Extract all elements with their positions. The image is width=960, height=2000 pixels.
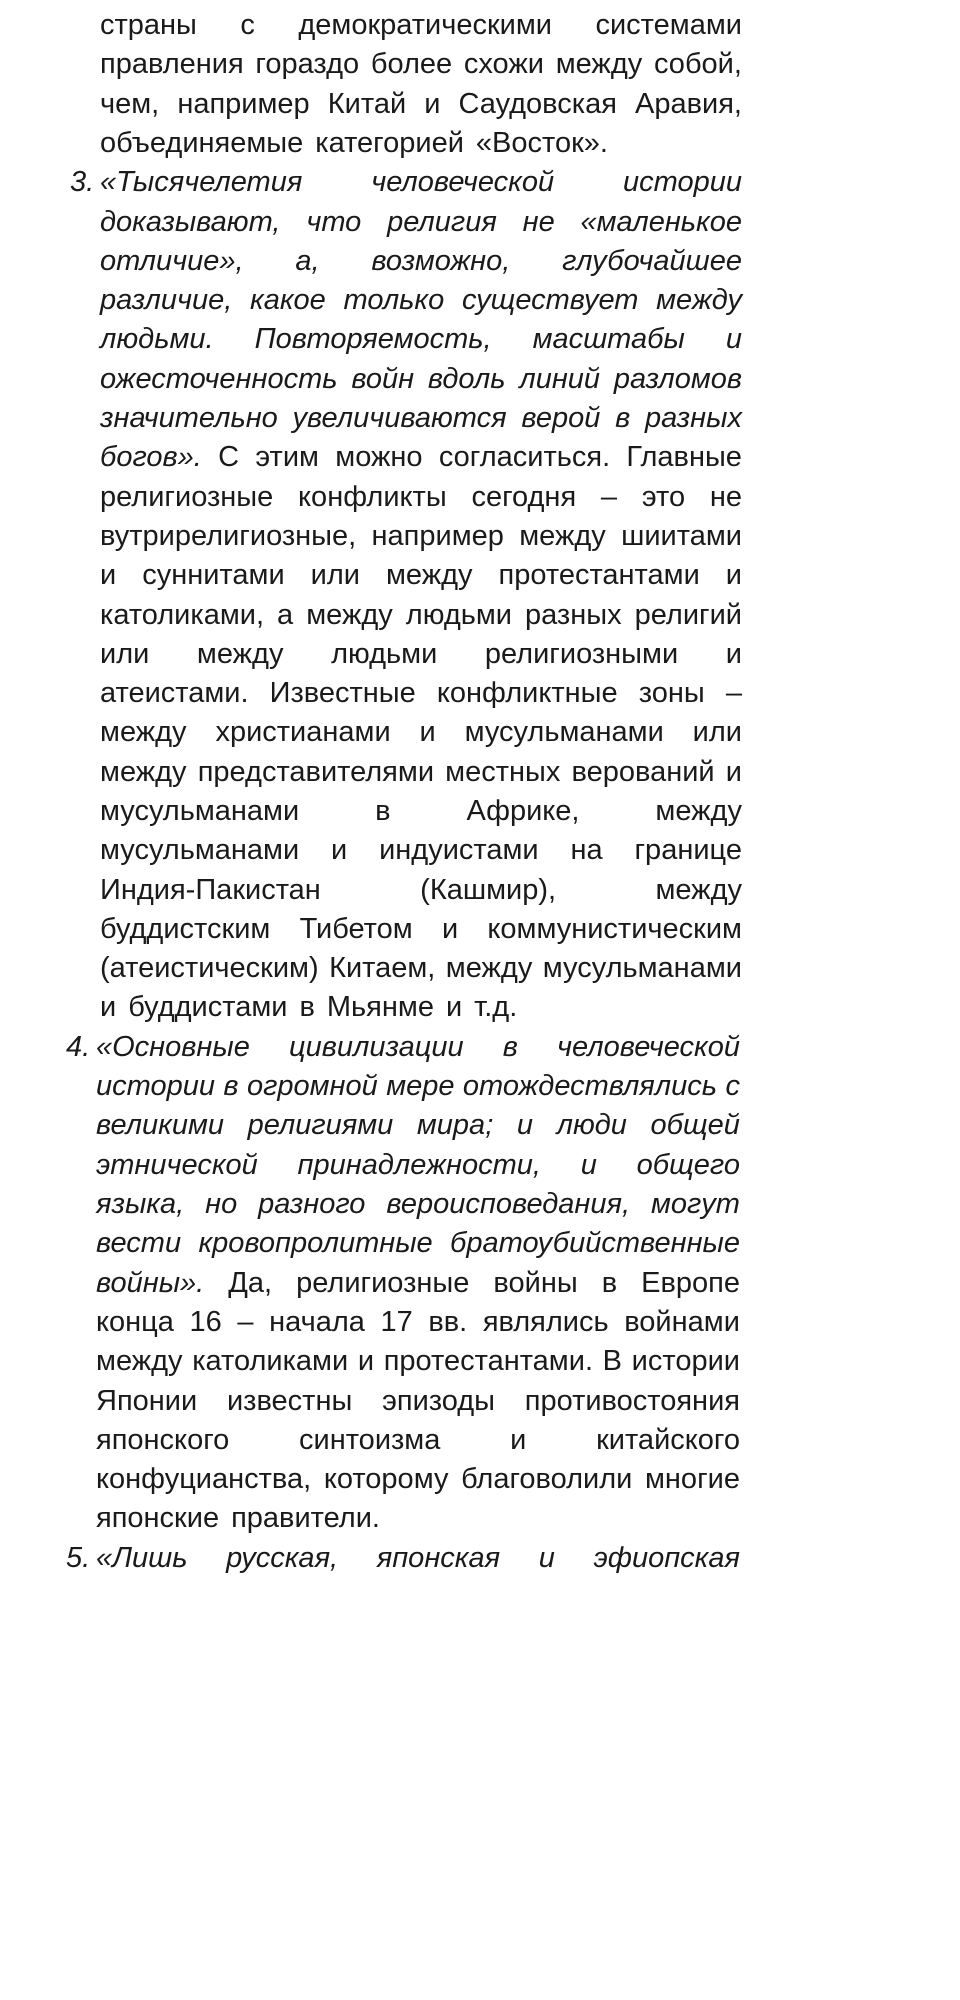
text-word: системами xyxy=(595,9,742,41)
text-word: общего xyxy=(636,1149,740,1181)
text-word: или xyxy=(310,559,360,591)
text-word: и xyxy=(100,991,117,1023)
text-word: сегодня xyxy=(471,481,577,513)
text-word: верований xyxy=(571,756,715,788)
text-word: и xyxy=(445,991,463,1023)
text-word: конфликтные xyxy=(436,677,618,709)
text-word: увеличиваются xyxy=(292,402,507,434)
text-word: Главные xyxy=(626,441,742,473)
text-word: верой xyxy=(521,402,601,434)
text-word: между xyxy=(655,874,742,906)
text-word: коммунистическим xyxy=(487,913,742,945)
text-word: японская xyxy=(376,1542,501,1574)
text-word: вутрирелигиозные, xyxy=(100,520,357,552)
text-word: на xyxy=(570,834,603,866)
text-word: этнической xyxy=(96,1149,258,1181)
text-word: конфликты xyxy=(298,481,447,513)
text-line xyxy=(96,1146,740,1185)
text-word: Саудовская xyxy=(458,88,617,120)
list-number: 5. xyxy=(66,1542,91,1574)
text-line xyxy=(96,1539,740,1578)
text-word: местных xyxy=(445,756,561,788)
text-line xyxy=(96,1264,740,1303)
text-word: японского xyxy=(96,1424,230,1456)
text-word: принадлежности, xyxy=(297,1149,541,1181)
text-word: между xyxy=(655,795,742,827)
text-word: религиозные xyxy=(296,1267,470,1299)
text-word: конфуцианства, xyxy=(96,1463,312,1495)
text-word: Известные xyxy=(269,677,416,709)
text-word: с xyxy=(240,9,255,41)
text-word: разного xyxy=(258,1188,366,1220)
text-word: религий xyxy=(634,599,742,631)
text-line xyxy=(100,871,742,910)
text-word: войн xyxy=(351,363,415,395)
text-word: объединяемые xyxy=(100,127,304,159)
text-line xyxy=(100,281,742,320)
text-word: – xyxy=(600,481,618,513)
text-word: индуистами xyxy=(379,834,539,866)
text-word: между xyxy=(100,716,187,748)
text-word: люди xyxy=(556,1109,627,1141)
text-word: и xyxy=(424,88,441,120)
text-word: и xyxy=(357,1345,375,1377)
text-word: – xyxy=(725,677,742,709)
text-line xyxy=(96,1421,740,1460)
text-line xyxy=(100,320,742,359)
text-word: религия xyxy=(387,206,497,238)
text-word: не xyxy=(709,481,742,513)
text-word: китайского xyxy=(596,1424,740,1456)
text-word: атеистами. xyxy=(100,677,249,709)
text-line xyxy=(100,163,742,202)
text-word: эпизоды xyxy=(382,1385,495,1417)
text-word: мере xyxy=(386,1070,455,1102)
text-word: в xyxy=(615,402,631,434)
text-word: братоубийственные xyxy=(450,1227,740,1259)
text-word: богов». xyxy=(100,441,202,473)
text-word: буддистским xyxy=(100,913,271,945)
text-word: в xyxy=(502,1031,518,1063)
list-number: 3. xyxy=(70,166,95,198)
text-word: В xyxy=(602,1345,623,1377)
text-word: «маленькое xyxy=(580,206,742,238)
text-word: великими xyxy=(96,1109,224,1141)
text-word: доказывают, xyxy=(100,206,281,238)
text-word: а xyxy=(277,599,294,631)
text-word: мусульманами xyxy=(100,834,300,866)
text-line xyxy=(100,831,742,870)
text-line xyxy=(100,6,742,45)
text-word: или xyxy=(692,716,742,748)
text-word: глубочайшее xyxy=(562,245,742,277)
text-word: суннитами xyxy=(142,559,285,591)
text-word: или xyxy=(100,638,150,670)
text-line xyxy=(100,674,742,713)
text-word: Да, xyxy=(228,1267,273,1299)
text-word: религиозными xyxy=(484,638,679,670)
text-word: гораздо xyxy=(255,48,360,80)
text-word: более xyxy=(370,48,453,80)
text-word: 17 xyxy=(380,1306,413,1338)
text-word: мусульманами xyxy=(100,795,300,827)
text-line xyxy=(100,399,742,438)
text-word: кровопролитные xyxy=(198,1227,433,1259)
text-word: Африке, xyxy=(466,795,580,827)
text-word: синтоизма xyxy=(299,1424,441,1456)
text-word: цивилизации xyxy=(289,1031,464,1063)
text-word: человеческой xyxy=(371,166,555,198)
text-word: (Кашмир), xyxy=(420,874,557,906)
text-word: и xyxy=(441,913,459,945)
text-word: шиитами xyxy=(621,520,742,552)
text-word: между xyxy=(96,1345,183,1377)
text-line xyxy=(96,1460,740,1499)
text-word: мусульманами xyxy=(542,952,742,984)
text-line xyxy=(100,596,742,635)
text-word: что xyxy=(306,206,362,238)
text-word: эфиопская xyxy=(593,1542,740,1574)
text-word: только xyxy=(343,284,445,316)
list-number: 4. xyxy=(66,1031,91,1063)
text-line xyxy=(100,792,742,831)
text-word: например xyxy=(177,88,310,120)
text-line xyxy=(100,635,742,674)
text-word: людьми. xyxy=(100,323,214,355)
text-word: людьми xyxy=(331,638,438,670)
text-word: католиками xyxy=(192,1345,349,1377)
text-word: истории xyxy=(623,166,742,198)
text-word: и xyxy=(725,559,742,591)
text-word: – xyxy=(237,1306,254,1338)
text-word: Индия-Пакистан xyxy=(100,874,321,906)
text-line xyxy=(96,1382,740,1421)
text-word: представителями xyxy=(197,756,435,788)
text-word: отождествлялись xyxy=(462,1070,718,1102)
text-word: мира; xyxy=(416,1109,494,1141)
text-word: и xyxy=(580,1149,597,1181)
text-word: мусульманами xyxy=(464,716,664,748)
text-word: истории xyxy=(96,1070,215,1102)
text-word: т.д. xyxy=(474,991,518,1023)
text-word: между xyxy=(306,599,393,631)
text-word: являлись xyxy=(482,1306,609,1338)
text-word: ожесточенность xyxy=(100,363,338,395)
text-word: японские xyxy=(96,1502,220,1534)
text-line xyxy=(96,1028,740,1067)
text-word: благоволили xyxy=(461,1463,633,1495)
text-word: значительно xyxy=(100,402,278,434)
text-word: между xyxy=(656,284,742,316)
text-word: возможно, xyxy=(371,245,511,277)
text-word: демократическими xyxy=(298,9,553,41)
text-line xyxy=(100,203,742,242)
text-word: Повторяемость, xyxy=(254,323,492,355)
text-word: страны xyxy=(100,9,197,41)
text-word: и xyxy=(538,1542,555,1574)
text-word: между xyxy=(385,559,473,591)
text-word: линий xyxy=(519,363,601,395)
text-word: вдоль xyxy=(427,363,506,395)
text-word: зоны xyxy=(638,677,705,709)
text-word: разломов xyxy=(613,363,742,395)
text-word: войны xyxy=(493,1267,578,1299)
text-line xyxy=(96,1067,740,1106)
text-word: религиозные xyxy=(100,481,274,513)
text-line xyxy=(100,242,742,281)
text-word: различие, xyxy=(100,284,233,316)
text-word: и xyxy=(725,638,742,670)
text-word: Тибетом xyxy=(299,913,413,945)
text-word: противостояния xyxy=(524,1385,740,1417)
text-line xyxy=(100,360,742,399)
text-word: известны xyxy=(226,1385,353,1417)
text-word: границе xyxy=(634,834,742,866)
text-word: собой, xyxy=(653,48,742,80)
text-word: Китаем, xyxy=(329,952,436,984)
text-word: Китай xyxy=(327,88,407,120)
text-line xyxy=(100,753,742,792)
text-word: католиками, xyxy=(100,599,265,631)
text-word: многие xyxy=(644,1463,740,1495)
text-word: вв. xyxy=(428,1306,468,1338)
text-word: правители. xyxy=(231,1502,380,1534)
text-word: начала xyxy=(269,1306,365,1338)
text-word: масштабы xyxy=(532,323,685,355)
text-line xyxy=(100,713,742,752)
text-word: и xyxy=(725,323,742,355)
text-line xyxy=(100,949,742,988)
text-word: религиями xyxy=(247,1109,394,1141)
text-word: правления xyxy=(100,48,244,80)
text-line xyxy=(100,438,742,477)
text-word: между xyxy=(196,638,284,670)
text-line xyxy=(96,1499,740,1538)
text-word: Европе xyxy=(641,1267,740,1299)
text-word: могут xyxy=(650,1188,740,1220)
text-line xyxy=(100,988,742,1027)
text-word: это xyxy=(641,481,686,513)
text-word: можно xyxy=(335,441,423,473)
text-word: категорией xyxy=(315,127,464,159)
text-word: между xyxy=(100,756,187,788)
text-word: языка, xyxy=(96,1188,185,1220)
text-word: людьми xyxy=(405,599,512,631)
text-word: конца xyxy=(96,1306,174,1338)
text-word: русская, xyxy=(226,1542,339,1574)
text-word: в xyxy=(375,795,391,827)
text-word: и xyxy=(725,756,742,788)
text-word: «Лишь xyxy=(96,1542,188,1574)
text-line xyxy=(100,910,742,949)
text-word: человеческой xyxy=(557,1031,740,1063)
text-word: и xyxy=(510,1424,527,1456)
text-word: и xyxy=(516,1109,533,1141)
text-line xyxy=(96,1342,740,1381)
text-word: С xyxy=(218,441,240,473)
text-word: 16 xyxy=(189,1306,222,1338)
text-word: Мьянме xyxy=(326,991,434,1023)
text-word: схожи xyxy=(463,48,544,80)
text-word: которому xyxy=(323,1463,449,1495)
text-word: согласиться. xyxy=(438,441,611,473)
text-line xyxy=(96,1106,740,1145)
text-word: разных xyxy=(525,599,622,631)
text-line xyxy=(96,1185,740,1224)
text-word: между xyxy=(519,520,606,552)
text-word: не xyxy=(522,206,555,238)
text-word: отличие», xyxy=(100,245,244,277)
text-line xyxy=(96,1224,740,1263)
text-word: буддистами xyxy=(128,991,288,1023)
text-word: истории xyxy=(631,1345,740,1377)
text-word: общей xyxy=(650,1109,740,1141)
text-word: «Тысячелетия xyxy=(100,166,303,198)
text-word: «Восток». xyxy=(475,127,608,159)
text-line xyxy=(96,1303,740,1342)
text-word: в xyxy=(299,991,315,1023)
text-word: вести xyxy=(96,1227,182,1259)
text-word: огромной xyxy=(246,1070,378,1102)
text-word: какое xyxy=(250,284,326,316)
text-word: существует xyxy=(461,284,639,316)
text-word: войнами xyxy=(624,1306,740,1338)
text-word: этим xyxy=(255,441,319,473)
text-word: и xyxy=(100,559,117,591)
text-word: разных xyxy=(645,402,742,434)
text-word: (атеистическим) xyxy=(100,952,319,984)
text-word: протестантами xyxy=(498,559,700,591)
text-word: христианами xyxy=(215,716,391,748)
text-line xyxy=(100,556,742,595)
text-line xyxy=(100,124,742,163)
text-word: войны». xyxy=(96,1267,205,1299)
text-word: «Основные xyxy=(96,1031,250,1063)
text-word: вероисповедания, xyxy=(386,1188,631,1220)
text-word: между xyxy=(555,48,643,80)
text-word: протестантами. xyxy=(383,1345,594,1377)
text-line xyxy=(100,478,742,517)
text-word: и xyxy=(419,716,436,748)
text-line xyxy=(100,45,742,84)
text-line xyxy=(100,85,742,124)
text-word: с xyxy=(725,1070,740,1102)
text-word: в xyxy=(223,1070,239,1102)
text-word: Аравия, xyxy=(635,88,742,120)
text-word: а, xyxy=(295,245,320,277)
text-word: и xyxy=(331,834,348,866)
text-word: Японии xyxy=(96,1385,198,1417)
text-word: например xyxy=(371,520,504,552)
text-word: между xyxy=(445,952,533,984)
text-word: в xyxy=(601,1267,618,1299)
text-word: но xyxy=(205,1188,238,1220)
text-word: чем, xyxy=(100,88,160,120)
text-line xyxy=(100,517,742,556)
